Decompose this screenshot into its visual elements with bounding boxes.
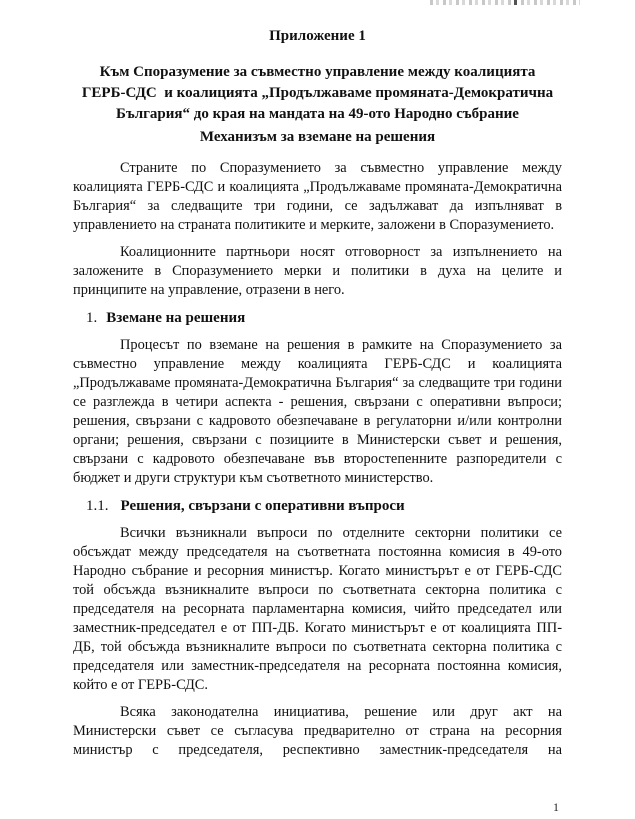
section-heading-1: [86, 308, 562, 328]
document-title-line: Към Споразумение за съвместно управление между коалицията: [99, 64, 536, 80]
intro-paragraph: Коалиционните партньори носят отговорност за изпълнението на заложените в Споразумението мерки и политики в духа на целите и принципите на управление, отразени в него.: [73, 244, 562, 298]
document-title-line: ГЕРБ-СДС и коалицията „Продължаваме промяната-Демократична: [81, 85, 554, 101]
appendix-title: Приложение 1: [269, 28, 366, 44]
section-heading-1-1: [86, 496, 562, 516]
section-paragraph: Всички възникнали въпроси по отделните секторни политики се обсъждат между председателя на съответната постоянна комисия в 49-ото Народно събрание и ресорния министър. Когато министърът е от ГЕРБ-СДС той обсъжда възникналите въпроси по съответната секторна политика с председателя на ресорната парламентарна комисия, чийто председател или заместник-председател е от ПП-ДБ. Когато министърът е от коалицията ПП-ДБ, той обсъжда възникналите въпроси по съответната секторна политика с председателя или заместник-председателя на ресорната постоянна комисия, който е от ГЕРБ-СДС.: [73, 525, 562, 693]
section-paragraph: Процесът по вземане на решения в рамките на Споразумението за съвместно управление между коалицията ГЕРБ-СДС и коалицията „Продължаваме промяната-Демократична България“ за следващите три години се разглежда в четири аспекта - решения, свързани с оперативни въпроси; решения, свързани с кадровото обезпечаване в регулаторни и/или контролни органи; решения, свързани с позициите в Министерски съвет и решения, свързани с кадровото обезпечаване във второстепенните разпоредители с бюджет и други структури към съответното министерство.: [73, 337, 562, 486]
section-heading-text: Решения, свързани с оперативни въпроси: [120, 498, 405, 514]
section-number: 1.: [86, 310, 98, 326]
intro-paragraph: Страните по Споразумението за съвместно управление между коалицията ГЕРБ-СДС и коалицията „Продължаваме промяната-Демократична България“ за следващите три години, се задължават да изпълняват в управлението на страната политиките и мерките, заложени в Споразумението.: [73, 160, 562, 233]
section-heading-text: Вземане на решения: [106, 310, 246, 326]
document-title: [73, 62, 562, 125]
section-paragraph: Всяка законодателна инициатива, решение или друг акт на Министерски съвет се съгласува предварително от страна на ресорния министър с председателя, респективно заместник-председателя на: [73, 704, 562, 758]
page-number: 1: [553, 800, 559, 814]
section-number: 1.1.: [86, 498, 109, 514]
document-title-line: България“ до края на мандата на 49-ото Народно събрание: [116, 106, 519, 122]
clipped-header-text: [430, 0, 580, 5]
document-subtitle: Механизъм за вземане на решения: [199, 129, 436, 145]
